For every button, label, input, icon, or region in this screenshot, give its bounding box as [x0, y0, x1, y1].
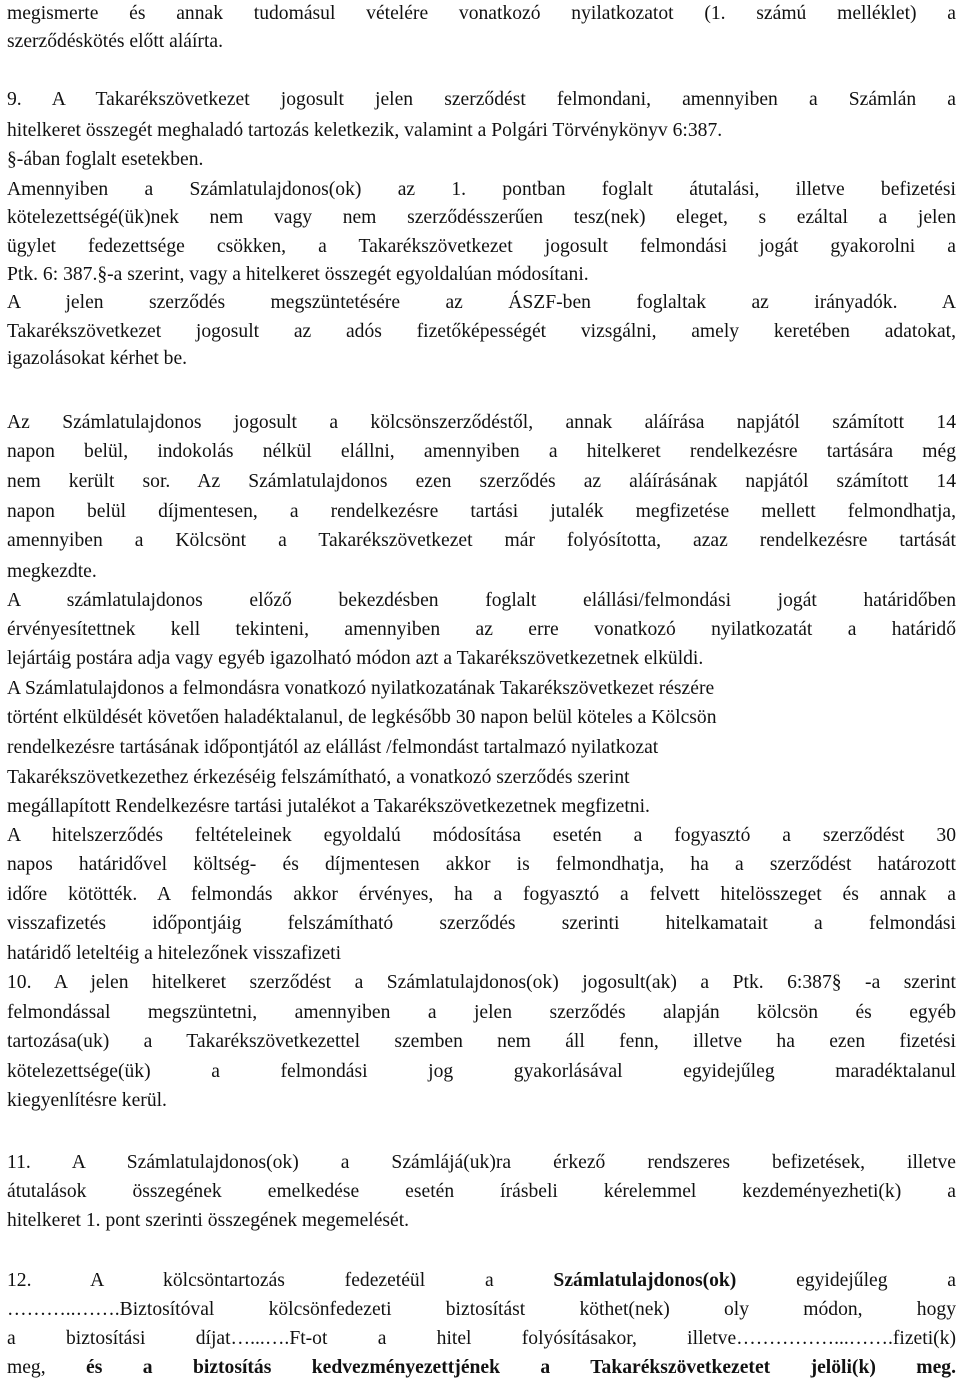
text-line: ügylet fedezettsége csökken, a Takarékszövetkezet jogosult felmondási jogát gyakorolni a — [7, 236, 956, 257]
text-segment: 12. A kölcsöntartozás fedezetéül a — [7, 1270, 554, 1291]
text-line: hitelkeret összegét meghaladó tartozás keletkezik, valamint a Polgári Törvénykönyv 6:387. — [7, 120, 723, 141]
text-line: ………..…….Biztosítóval kölcsönfedezeti biztosítást köthet(nek) oly módon, hogy — [7, 1299, 956, 1320]
text-line: Ptk. 6: 387.§-a szerint, vagy a hitelkeret összegét egyoldalúan módosítani. — [7, 264, 589, 285]
text-segment-bold: és a biztosítás kedvezményezettjének a Takarékszövetkezetet jelöli(k) meg. — [86, 1357, 956, 1378]
text-line: tartozása(uk) a Takarékszövetkezettel szemben nem áll fenn, illetve ha ezen fizetési — [7, 1031, 956, 1052]
text-line: visszafizetés időpontjáig felszámítható szerződés szerinti hitelkamatait a felmondási — [7, 913, 956, 934]
text-line: Takarékszövetkezet jogosult az adós fizetőképességét vizsgálni, amely keretében adatokat, — [7, 321, 956, 342]
text-line: nem került sor. Az Számlatulajdonos ezen szerződés az aláírásának napjától számított 14 — [7, 471, 956, 492]
text-line: történt elküldését követően haladéktalanul, de legkésőbb 30 napon belül köteles a Kölcsön — [7, 707, 717, 728]
text-line: napon belül díjmentesen, a rendelkezésre tartási jutalék megfizetése mellett felmondhatja, — [7, 501, 956, 522]
text-line: Takarékszövetkezethez érkezéséig felszámítható, a vonatkozó szerződés szerint — [7, 767, 630, 788]
text-line: megállapított Rendelkezésre tartási jutalékot a Takarékszövetkezetnek megfizetni. — [7, 796, 650, 817]
text-line: felmondással megszüntetni, amennyiben a jelen szerződés alapján kölcsön és egyéb — [7, 1002, 956, 1023]
text-line — [7, 1354, 956, 1381]
text-line: 10. A jelen hitelkeret szerződést a Számlatulajdonos(ok) jogosult(ak) a Ptk. 6:387§ -a szerint — [7, 972, 956, 993]
text-line: 11. A Számlatulajdonos(ok) a Számlájá(uk)ra érkező rendszeres befizetések, illetve — [7, 1152, 956, 1173]
text-line: napon belül, indokolás nélkül elállni, amennyiben a hitelkeret rendelkezésre tartására még — [7, 441, 956, 462]
text-line: átutalások összegének emelkedése esetén írásbeli kérelemmel kezdeményezheti(k) a — [7, 1181, 956, 1202]
text-line: Az Számlatulajdonos jogosult a kölcsönszerződéstől, annak aláírása napjától számított 14 — [7, 412, 956, 433]
text-line: lejártáig postára adja vagy egyéb igazolható módon azt a Takarékszövetkezetnek elküldi. — [7, 648, 704, 669]
text-line: napos határidővel költség- és díjmentesen akkor is felmondhatja, ha a szerződést határozott — [7, 854, 956, 875]
text-line: időre kötötték. A felmondás akkor érvényes, ha a fogyasztó a felvett hitelösszeget és annak a — [7, 884, 956, 905]
text-line: 9. A Takarékszövetkezet jogosult jelen szerződést felmondani, amennyiben a Számlán a — [7, 89, 956, 110]
text-line — [7, 1267, 956, 1294]
text-line: szerződéskötés előtt aláírta. — [7, 31, 223, 52]
text-line: §-ában foglalt esetekben. — [7, 149, 204, 170]
text-segment: meg, — [7, 1357, 87, 1378]
text-line: A számlatulajdonos előző bekezdésben foglalt elállási/felmondási jogát határidőben — [7, 590, 956, 611]
text-line: a biztosítási díjat…...….Ft-ot a hitel folyósításakor, illetve……………...…….fizeti(k) — [7, 1328, 956, 1349]
text-line: A hitelszerződés feltételeinek egyoldalú módosítása esetén a fogyasztó a szerződést 30 — [7, 825, 956, 846]
text-line: A jelen szerződés megszüntetésére az ÁSZF-ben foglaltak az irányadók. A — [7, 292, 956, 313]
text-line: amennyiben a Kölcsönt a Takarékszövetkezet már folyósította, azaz rendelkezésre tartását — [7, 530, 956, 551]
text-line: határidő leteltéig a hitelezőnek visszafizeti — [7, 943, 342, 964]
text-line: igazolásokat kérhet be. — [7, 348, 188, 369]
text-line: megkezdte. — [7, 561, 97, 582]
text-line: Amennyiben a Számlatulajdonos(ok) az 1. pontban foglalt átutalási, illetve befizetési — [7, 179, 956, 200]
text-line: kötelezettségé(ük)nek nem vagy nem szerződésszerűen tesz(nek) eleget, s ezáltal a jelen — [7, 207, 956, 228]
text-line: érvényesítettnek kell tekinteni, amennyiben az erre vonatkozó nyilatkozatát a határidő — [7, 619, 956, 640]
text-line: A Számlatulajdonos a felmondásra vonatkozó nyilatkozatának Takarékszövetkezet részére — [7, 678, 715, 699]
text-line: hitelkeret 1. pont szerinti összegének megemelését. — [7, 1210, 410, 1231]
text-line: rendelkezésre tartásának időpontjától az elállást /felmondást tartalmazó nyilatkozat — [7, 737, 659, 758]
text-segment: egyidejűleg a — [736, 1270, 956, 1291]
text-line: kiegyenlítésre kerül. — [7, 1090, 167, 1111]
text-line: megismerte és annak tudomásul vételére vonatkozó nyilatkozatot (1. számú melléklet) a — [7, 3, 956, 24]
text-line: kötelezettsége(ük) a felmondási jog gyakorlásával egyidejűleg maradéktalanul — [7, 1061, 956, 1082]
text-segment-bold: Számlatulajdonos(ok) — [553, 1270, 737, 1291]
